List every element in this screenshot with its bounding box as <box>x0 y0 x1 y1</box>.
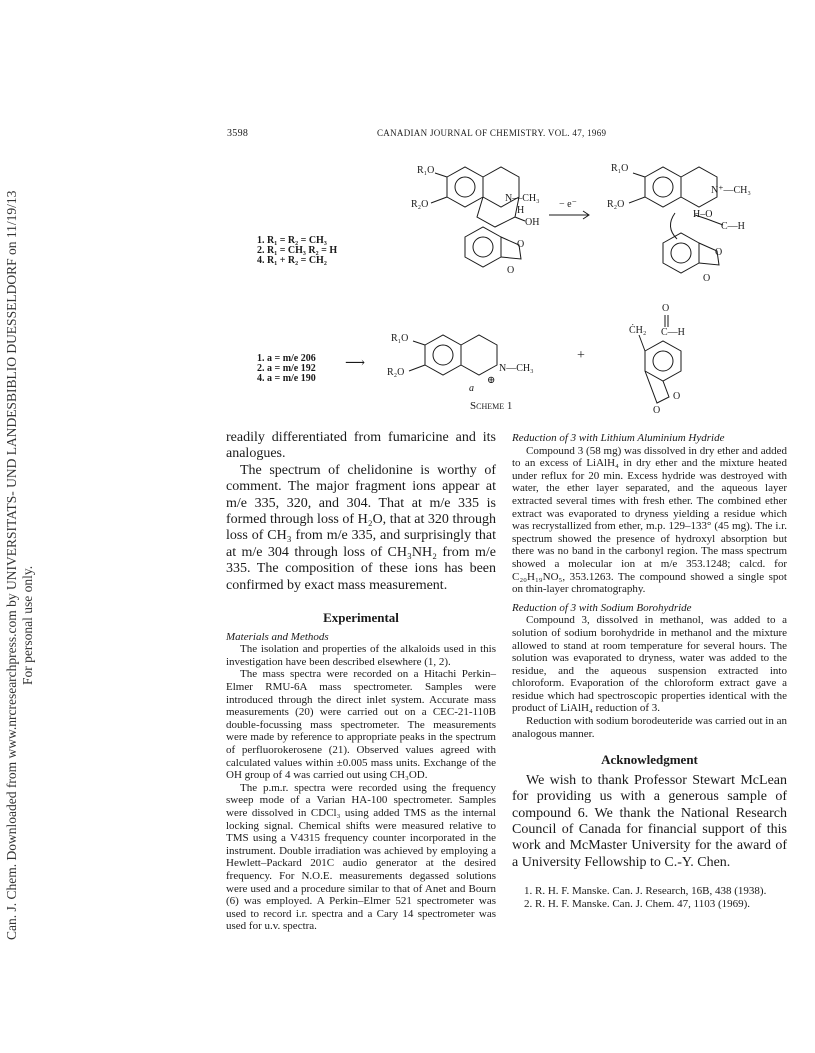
materials-heading: Materials and Methods <box>226 630 329 643</box>
methylenedioxy-ring-3 <box>645 371 669 403</box>
left-para-1: readily differentiated from fumaricine and its analogues. <box>226 430 496 462</box>
scheme-caption: Scheme 1 <box>470 400 513 412</box>
page-number: 3598 <box>227 128 249 139</box>
bond-oh-1 <box>515 217 525 221</box>
bond-ch2-ring <box>639 335 645 351</box>
label-ch2: ĊH₂ <box>629 325 647 336</box>
label-a: a <box>469 383 474 394</box>
benzene-ring-2 <box>465 227 501 267</box>
label-r2o-1: R₂O <box>411 199 429 210</box>
aromatic-circle-2 <box>473 237 493 257</box>
label-h-1: H <box>517 205 525 216</box>
label-nch3-3: N—CH₃ <box>499 363 534 374</box>
plus-sign: + <box>577 348 585 363</box>
legend-bottom-1: 1. a = m/e 206 <box>257 353 316 364</box>
acknowledgment-para: We wish to thank Professor Stewart McLean for providing us with a generous sample of compound 6. We thank the National Research Council of Canada for financial support of this work and McMaster University for the award of a University Fellowship to C.-Y. Chen. <box>512 772 787 870</box>
label-ho: H–O <box>693 209 713 220</box>
label-cho: C—H <box>661 327 685 338</box>
label-r2o-2: R₂O <box>607 199 625 210</box>
materials-para-3: The p.m.r. spectra were recorded using the frequency sweep mode of a Varian HA-100 spectrometer. Samples were dissolved in CDCl₃ using added TMS as the internal locking signal. Chemical shifts were measured relative to TMS using a V4315 frequency counter incorporated in the instrument. Double irradiation was achieved by employing a Hewlett–Packard 201C audio generator at the desired frequency. For N.O.E. measurements degassed solutions were used and a procedure similar to that of Anet and Bourn (6) was employed. A Perkin–Elmer 521 spectrometer was used to record i.r. spectra and a Cary 14 spectrometer was used for u.v. spectra. <box>226 781 496 933</box>
bond-r1o-3 <box>413 341 425 345</box>
label-o-2b: O <box>703 273 711 284</box>
reference-item: 1. R. H. F. Manske. Can. J. Research, 16B, 438 (1938). <box>524 885 767 898</box>
label-r1o-3: R₁O <box>391 333 409 344</box>
benzene-ring-4 <box>663 233 699 273</box>
benzene-ring-5 <box>425 335 461 375</box>
dihydroisoquinoline-ring <box>461 335 497 375</box>
aromatic-circle-5 <box>433 345 453 365</box>
reaction-arrow: ⟶ <box>345 356 366 371</box>
label-o-3a: O <box>673 391 681 402</box>
left-column <box>226 430 496 933</box>
label-o-1b: O <box>507 265 515 276</box>
bond-r2o-2 <box>629 197 645 203</box>
acknowledgment-heading: Acknowledgment <box>601 752 698 768</box>
materials-para-2: The mass spectra were recorded on a Hitachi Perkin–Elmer RMU-6A mass spectrometer. Samples were introduced through the direct inlet system. Accurate mass measurements (20) were carried out on a CEC-21-110B double-focussing mass spectrometer. The measurements were made by reference to appropriate peaks in the spectrum of perfluorokerosene (21). Observed values agreed with calculated values within ±0.005 mass units. Exchange of the OH group of 4 was carried out using CH₃OD. <box>226 668 496 782</box>
label-o-carbonyl: O <box>662 303 670 314</box>
personal-use-notice: For personal use only. <box>20 565 35 685</box>
nabd4-para: Reduction with sodium borodeuteride was carried out in an analogous manner. <box>512 715 787 740</box>
label-oplus: ⊕ <box>487 375 496 386</box>
materials-para-1: The isolation and properties of the alkaloids used in this investigation have been described elsewhere (1, 2). <box>226 643 496 668</box>
label-nplus: N⁺—CH₃ <box>711 185 751 196</box>
label-o-2a: O <box>715 247 723 258</box>
journal-title: CANADIAN JOURNAL OF CHEMISTRY. VOL. 47, 1969 <box>377 128 607 138</box>
benzene-ring-6 <box>645 341 681 381</box>
legend-top-3: 4. R₁ + R₂ = CH₂ <box>257 255 327 266</box>
experimental-heading: Experimental <box>323 610 399 626</box>
label-r1o-2: R₁O <box>611 163 629 174</box>
reference-item: 2. R. H. F. Manske. Can. J. Chem. 47, 1103 (1969). <box>524 897 751 910</box>
label-oh-1: OH <box>525 217 540 228</box>
benzene-ring-3 <box>645 167 681 207</box>
bond-r2o-3 <box>409 365 425 371</box>
lialh4-para: Compound 3 (58 mg) was dissolved in dry ether and added to an excess of LiAlH₄ in dry ether and the mixture heated under reflux for 20 min. Excess hydride was destroyed with water, the ether layer separated, and the aqueous layer extracted several times with fresh ether. The combined ether extract was evaporated to dryness yielding a residue which was recrystallized from ether, m.p. 129–133° (45 mg). The i.r. spectrum showed the presence of hydroxyl absorption but there was no band in the carbonyl region. The mass spectrum showed a molecular ion at m/e 353.1248; calcd. for C₂₀H₁₉NO₅, 353.1263. The compound showed a single spot on thin-layer chromatography. <box>512 444 787 596</box>
scheme-1-figure <box>225 155 790 415</box>
download-notice: Can. J. Chem. Downloaded from www.nrcresearchpress.com by UNIVERSITATS- UND LANDESBIBLIO DUESSELDORF on 11/19/13 <box>4 190 19 940</box>
label-nch3-1: N—CH₃ <box>505 193 540 204</box>
benzene-ring-1 <box>447 167 483 207</box>
legend-top-2: 2. R₁ = CH₃ R₂ = H <box>257 245 338 256</box>
label-r1o-1: R₁O <box>417 165 435 176</box>
label-o-3b: O <box>653 405 661 415</box>
label-ch: C—H <box>721 221 745 232</box>
download-watermark <box>4 120 44 940</box>
bond-r1o-2 <box>633 173 645 177</box>
aromatic-circle-4 <box>671 243 691 263</box>
right-column <box>512 432 787 910</box>
bond-r1o-1 <box>435 173 447 177</box>
lialh4-heading: Reduction of 3 with Lithium Aluminium Hydride <box>512 432 725 444</box>
label-o-1a: O <box>517 239 525 250</box>
label-r2o-3: R₂O <box>387 367 405 378</box>
nabh4-para: Compound 3, dissolved in methanol, was added to a solution of sodium borohydride in methanol and the mixture allowed to stand at room temperature for several hours. The solution was evaporated to dryness, water was added to the residue, and the aqueous suspension extracted into chloroform. Evaporation of the chloroform extract gave a residue which had spectroscopic properties identical with the product of LiAlH₄ reduction of 3. <box>512 614 787 715</box>
label-minus-e: − e⁻ <box>559 199 577 210</box>
references-list <box>512 885 787 910</box>
aromatic-circle-3 <box>653 177 673 197</box>
aromatic-circle-1 <box>455 177 475 197</box>
aromatic-circle-6 <box>653 351 673 371</box>
left-para-2: The spectrum of chelidonine is worthy of comment. The major fragment ions appear at m/e 335, 320, and 304. That at m/e 335 is formed through loss of H₂O, that at 320 through loss of CH₃ from m/e 335, and surprisingly that at m/e 304 through loss of CH₃NH₂ from m/e 335. The composition of these ions has been confirmed by exact mass measurement. <box>226 462 496 593</box>
electron-arrow <box>670 213 677 239</box>
legend-bottom-3: 4. a = m/e 190 <box>257 373 316 384</box>
bond-r2o-1 <box>431 197 447 203</box>
legend-bottom-2: 2. a = m/e 192 <box>257 363 316 374</box>
nabh4-heading: Reduction of 3 with Sodium Borohydride <box>512 601 692 614</box>
legend-top-1: 1. R₁ = R₂ = CH₃ <box>257 235 327 246</box>
